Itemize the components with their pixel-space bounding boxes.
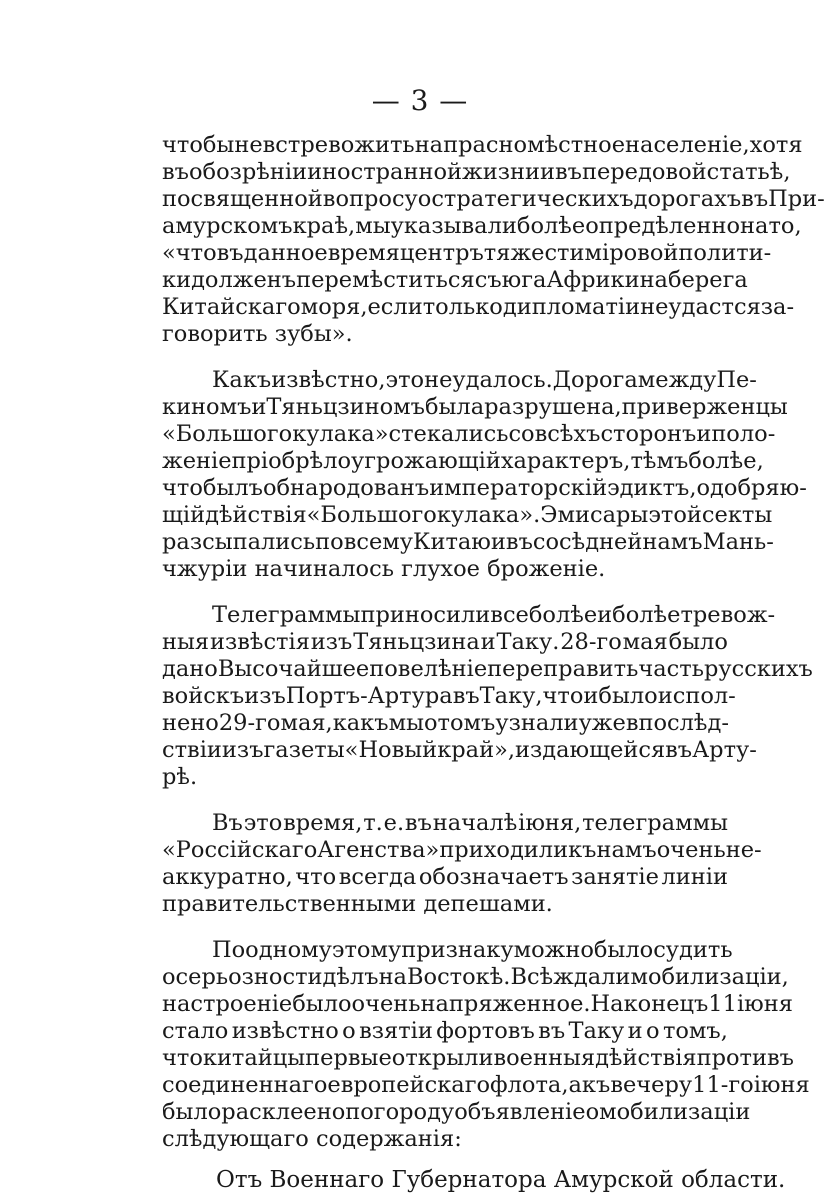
text-line: настроеніе было очень напряженное. Наконецъ 11 іюня [162,991,793,1017]
body-text [162,132,825,1194]
text-line: что китайцы первые открыли военныя дѣйствія противъ [162,1045,794,1071]
paragraph-gap [162,918,728,937]
text-line: Телеграммы приносили все болѣе и болѣе тревож- [212,602,776,628]
text-line: о серьозности дѣлъ на Востокѣ. Всѣ ждали мобилизаціи, [162,964,789,990]
text-line: Какъ извѣстно, это не удалось. Дорога между Пе- [212,367,757,393]
text-line: дано Высочайшее повелѣніе переправить часть русскихъ [162,656,813,682]
paragraph-gap [162,583,728,602]
text-line: щій дѣйствія «Большого кулака». Эмисары этой секты [162,502,773,528]
text-line: было расклеено по городу объявленіе о мобилизаціи [162,1099,751,1125]
text-line: слѣдующаго содержанія: [162,1126,462,1152]
text-line: чтобы не встревожить напрасно мѣстное населеніе, хотя [162,132,803,158]
text-line: нено 29-го мая, какъ мы о томъ узнали уже впослѣд- [162,710,729,736]
text-line: правительственными депешами. [162,891,553,917]
text-line: стало извѣстно о взятіи фортовъ въ Таку и о томъ, [162,1018,728,1044]
page-number: — 3 — [371,84,469,117]
text-line: Въ это время, т. е. въ началѣ іюня, телеграммы [212,810,728,836]
text-line: чжуріи начиналось глухое броженіе. [162,556,606,582]
text-line: посвященной вопросу о стратегическихъ дорогахъ въ При- [162,186,825,212]
text-line: ствіи изъ газеты «Новый край», издающейся въ Арту- [162,737,757,763]
text-line: «что въ данное время центръ тяжести міровой полити- [162,240,772,266]
text-line: войскъ изъ Портъ-Артура въ Таку, что и было испол- [162,683,736,709]
text-line: «Россійскаго Агенства» приходили къ намъ очень не- [162,837,762,863]
text-line: говорить зубы». [162,321,353,347]
text-line: аккуратно, что всегда обозначаетъ занятіе линіи [162,864,728,890]
text-line: рѣ. [162,764,198,790]
text-line: киномъ и Тяньцзиномъ была разрушена, приверженцы [162,394,788,420]
text-line: въ обозрѣніи иностранной жизни и въ передовой статьѣ, [162,159,791,185]
paragraph-gap [162,791,728,810]
text-line: что былъ обнародованъ императорскій эдиктъ, одобряю- [162,475,807,501]
announcement-heading: Отъ Военнаго Губернатора Амурской области. [216,1167,786,1193]
text-line: Китайскаго моря, если только дипломатіи не удастся за- [162,294,795,320]
text-line: соединеннаго европейскаго флота,а къ вечеру 11-го іюня [162,1072,810,1098]
paragraph-gap [162,348,728,367]
text-line: ныя извѣстія изъ Тяньцзина и Таку. 28-го мая было [162,629,728,655]
text-line: ки долженъ перемѣститься съ юга Африки на берега [162,267,748,293]
text-line: женіе пріобрѣло угрожающій характеръ, тѣмъ болѣе, [162,448,764,474]
text-line: «Большого кулака» стекались со всѣхъ сторонъ и поло- [162,421,776,447]
text-line: По одному этому признаку можно было судить [212,937,733,963]
text-line: амурскомъ краѣ, мы указывали болѣе опредѣленно на то, [162,213,802,239]
text-line: разсыпались по всему Китаю и въ сосѣдней намъ Мань- [162,529,774,555]
